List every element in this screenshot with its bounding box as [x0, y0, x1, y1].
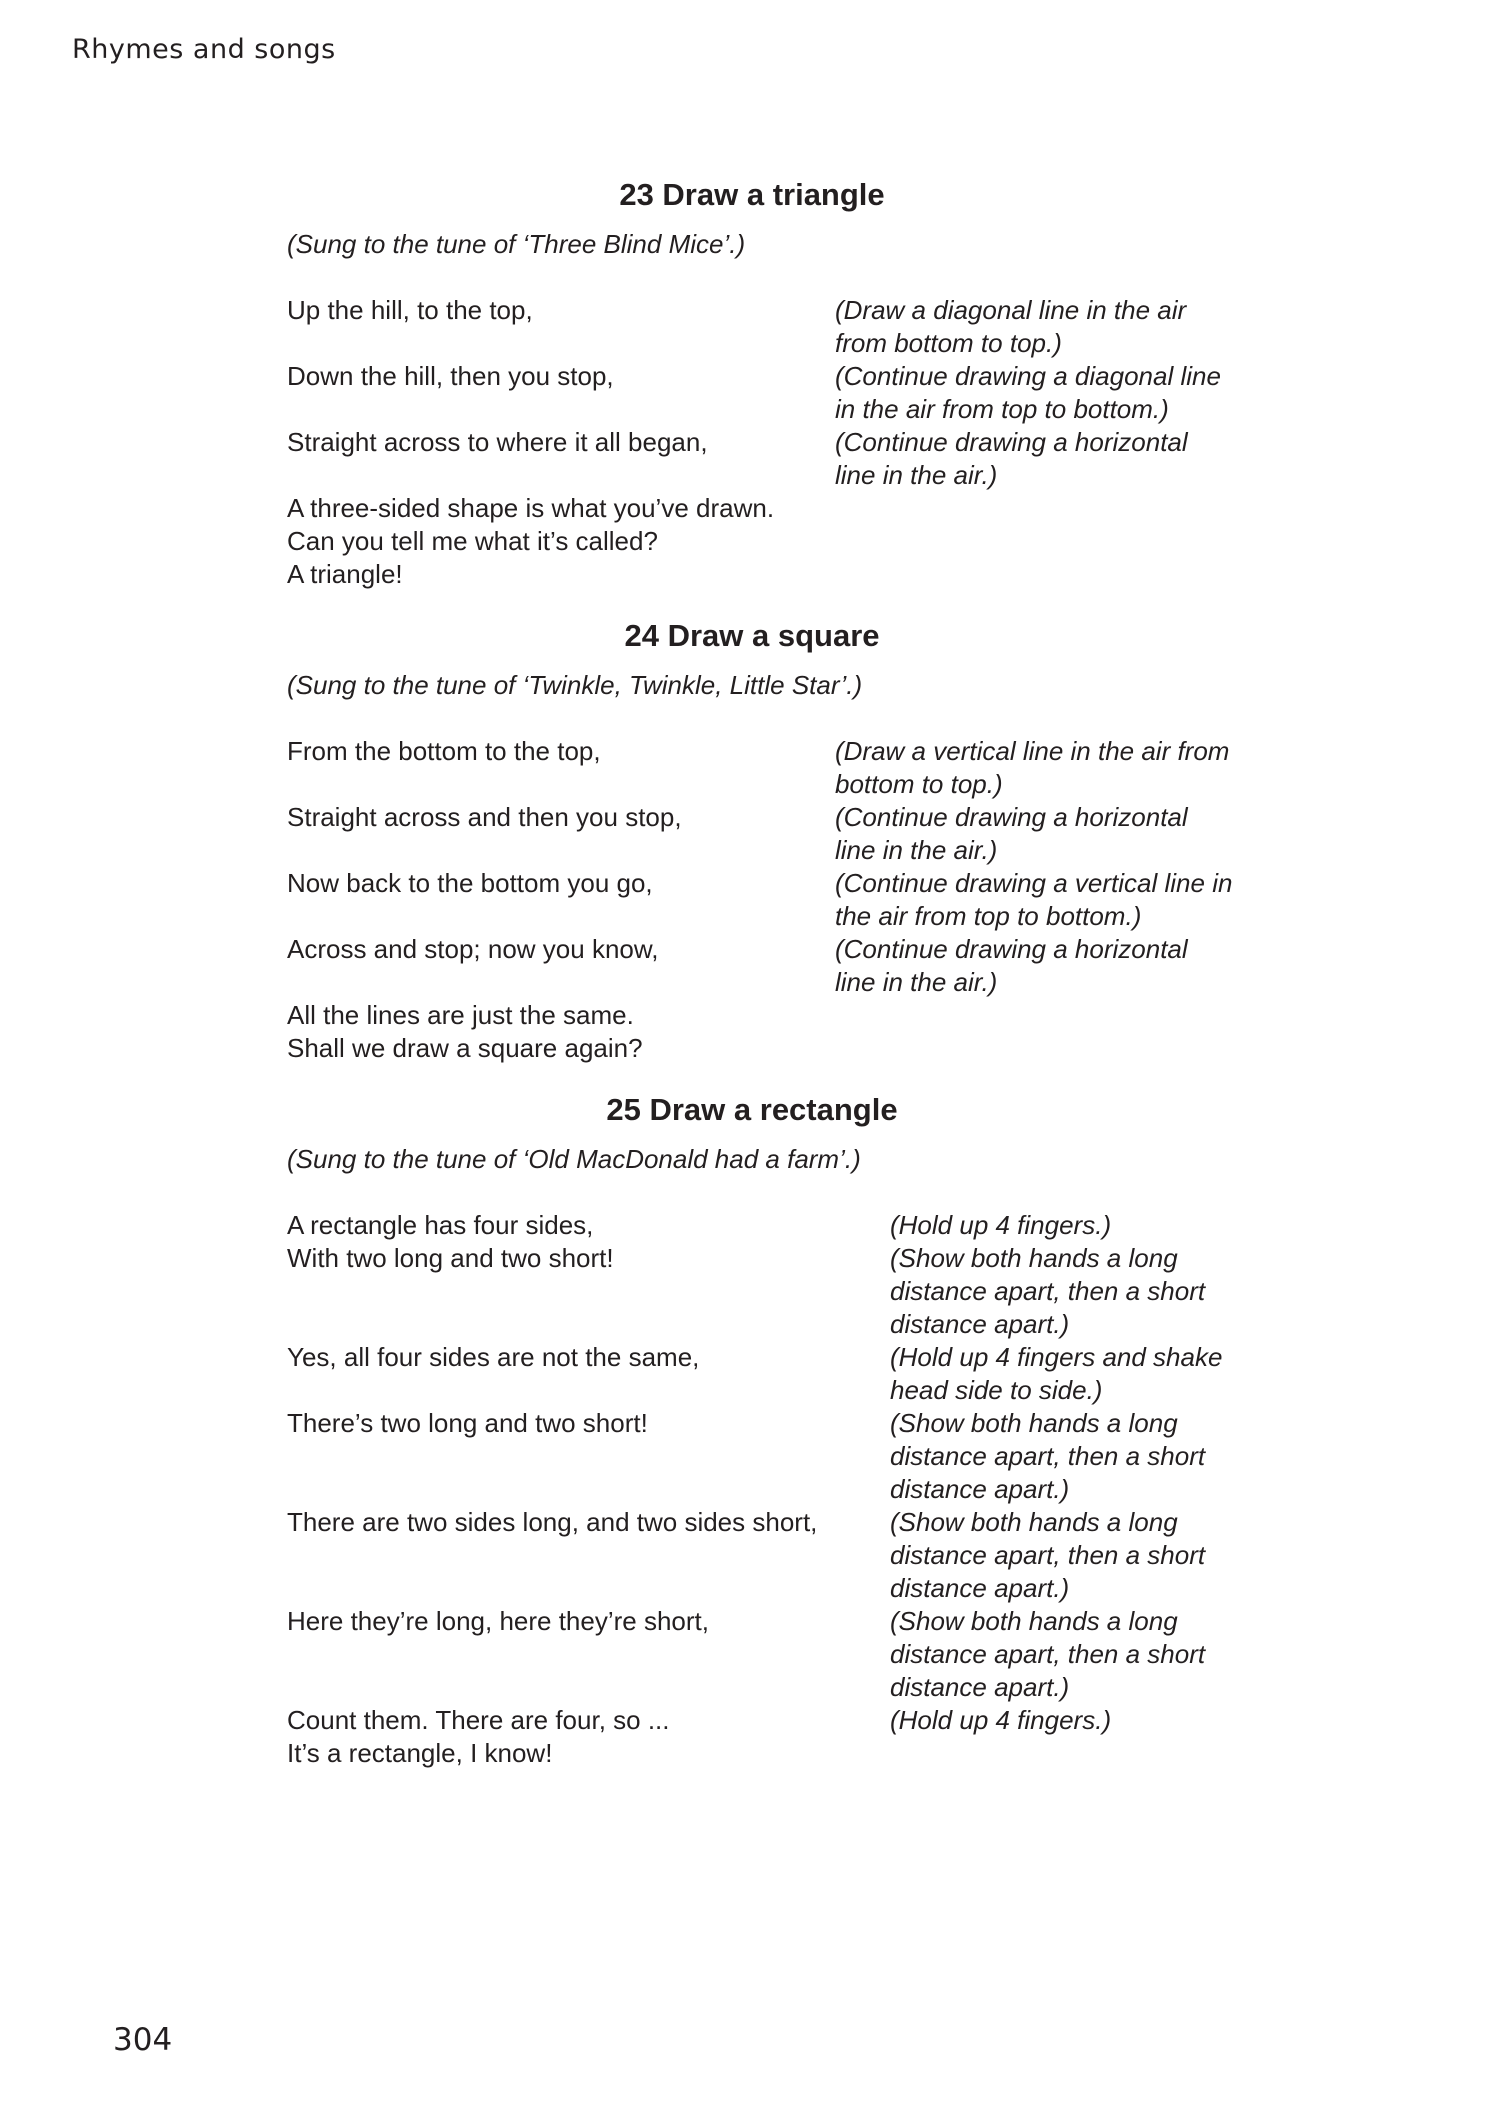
verse-row: [287, 1737, 1247, 1770]
lyric-line: There’s two long and two short!: [287, 1408, 648, 1438]
verse-row: [287, 294, 1247, 360]
song-tune: (Sung to the tune of ‘Three Blind Mice’.): [287, 229, 746, 259]
song-triangle: [287, 172, 1247, 591]
lyric-line: Straight across to where it all began,: [287, 427, 708, 457]
verse-row: [287, 801, 1247, 867]
song-rectangle: [287, 1087, 1247, 1770]
lyric-line: A three-sided shape is what you’ve drawn.: [287, 493, 775, 523]
action-instruction: [835, 1032, 1235, 1065]
lyric-line: From the bottom to the top,: [287, 736, 601, 766]
verse-row: [287, 1341, 1247, 1407]
verse-row: [287, 360, 1247, 426]
verse-row: [287, 1506, 1247, 1605]
action-instruction: (Hold up 4 fingers.): [890, 1210, 1112, 1240]
verse-row: [287, 1209, 1247, 1242]
action-instruction: (Continue drawing a diagonal line in the air from top to bottom.): [835, 361, 1221, 424]
lyric-line: Up the hill, to the top,: [287, 295, 533, 325]
verse-row: [287, 867, 1247, 933]
verse-row: [287, 1605, 1247, 1704]
verse-row: [287, 1407, 1247, 1506]
verse-row: [287, 525, 1247, 558]
lyric-line: Down the hill, then you stop,: [287, 361, 614, 391]
verse-row: [287, 492, 1247, 525]
verse-row: [287, 999, 1247, 1032]
lyric-line: All the lines are just the same.: [287, 1000, 634, 1030]
verse-row: [287, 735, 1247, 801]
action-instruction: (Continue drawing a horizontal line in the air.): [835, 427, 1188, 490]
action-instruction: (Continue drawing a horizontal line in the air.): [835, 934, 1188, 997]
song-title: 25 Draw a rectangle: [606, 1092, 898, 1127]
verse-row: [287, 1704, 1247, 1737]
verse-row: [287, 558, 1247, 591]
action-instruction: [835, 525, 1235, 558]
action-instruction: (Show both hands a long distance apart, then a short distance apart.): [890, 1606, 1206, 1702]
lyric-line: There are two sides long, and two sides short,: [287, 1507, 818, 1537]
lyric-line: Across and stop; now you know,: [287, 934, 659, 964]
verse-row: [287, 1242, 1247, 1341]
lyric-line: A triangle!: [287, 559, 403, 589]
verse-row: [287, 933, 1247, 999]
action-instruction: (Show both hands a long distance apart, then a short distance apart.): [890, 1408, 1206, 1504]
lyric-line: Yes, all four sides are not the same,: [287, 1342, 700, 1372]
page-number: 304: [113, 2022, 173, 2058]
song-content: [287, 172, 1247, 1792]
song-tune: (Sung to the tune of ‘Twinkle, Twinkle, Little Star’.): [287, 670, 863, 700]
lyric-line: Here they’re long, here they’re short,: [287, 1606, 709, 1636]
action-instruction: (Show both hands a long distance apart, then a short distance apart.): [890, 1507, 1206, 1603]
action-instruction: [890, 1737, 1230, 1770]
action-instruction: (Draw a diagonal line in the air from bottom to top.): [835, 295, 1187, 358]
lyric-line: Shall we draw a square again?: [287, 1033, 643, 1063]
action-instruction: (Hold up 4 fingers and shake head side to side.): [890, 1342, 1223, 1405]
action-instruction: [835, 492, 1235, 525]
song-title: 24 Draw a square: [624, 618, 880, 653]
action-instruction: (Hold up 4 fingers.): [890, 1705, 1112, 1735]
verse-row: [287, 1032, 1247, 1065]
action-instruction: [835, 999, 1235, 1032]
song-title: 23 Draw a triangle: [619, 177, 885, 212]
action-instruction: (Draw a vertical line in the air from bottom to top.): [835, 736, 1230, 799]
running-head: Rhymes and songs: [72, 34, 336, 65]
lyric-line: A rectangle has four sides,: [287, 1210, 594, 1240]
lyric-line: With two long and two short!: [287, 1243, 614, 1273]
song-square: [287, 613, 1247, 1065]
lyric-line: Now back to the bottom you go,: [287, 868, 653, 898]
action-instruction: (Continue drawing a horizontal line in the air.): [835, 802, 1188, 865]
lyric-line: Count them. There are four, so ...: [287, 1705, 670, 1735]
lyric-line: Straight across and then you stop,: [287, 802, 682, 832]
song-tune: (Sung to the tune of ‘Old MacDonald had a farm’.): [287, 1144, 861, 1174]
lyric-line: It’s a rectangle, I know!: [287, 1738, 553, 1768]
action-instruction: (Show both hands a long distance apart, then a short distance apart.): [890, 1243, 1206, 1339]
verse-row: [287, 426, 1247, 492]
action-instruction: [835, 558, 1235, 591]
action-instruction: (Continue drawing a vertical line in the air from top to bottom.): [835, 868, 1233, 931]
lyric-line: Can you tell me what it’s called?: [287, 526, 658, 556]
